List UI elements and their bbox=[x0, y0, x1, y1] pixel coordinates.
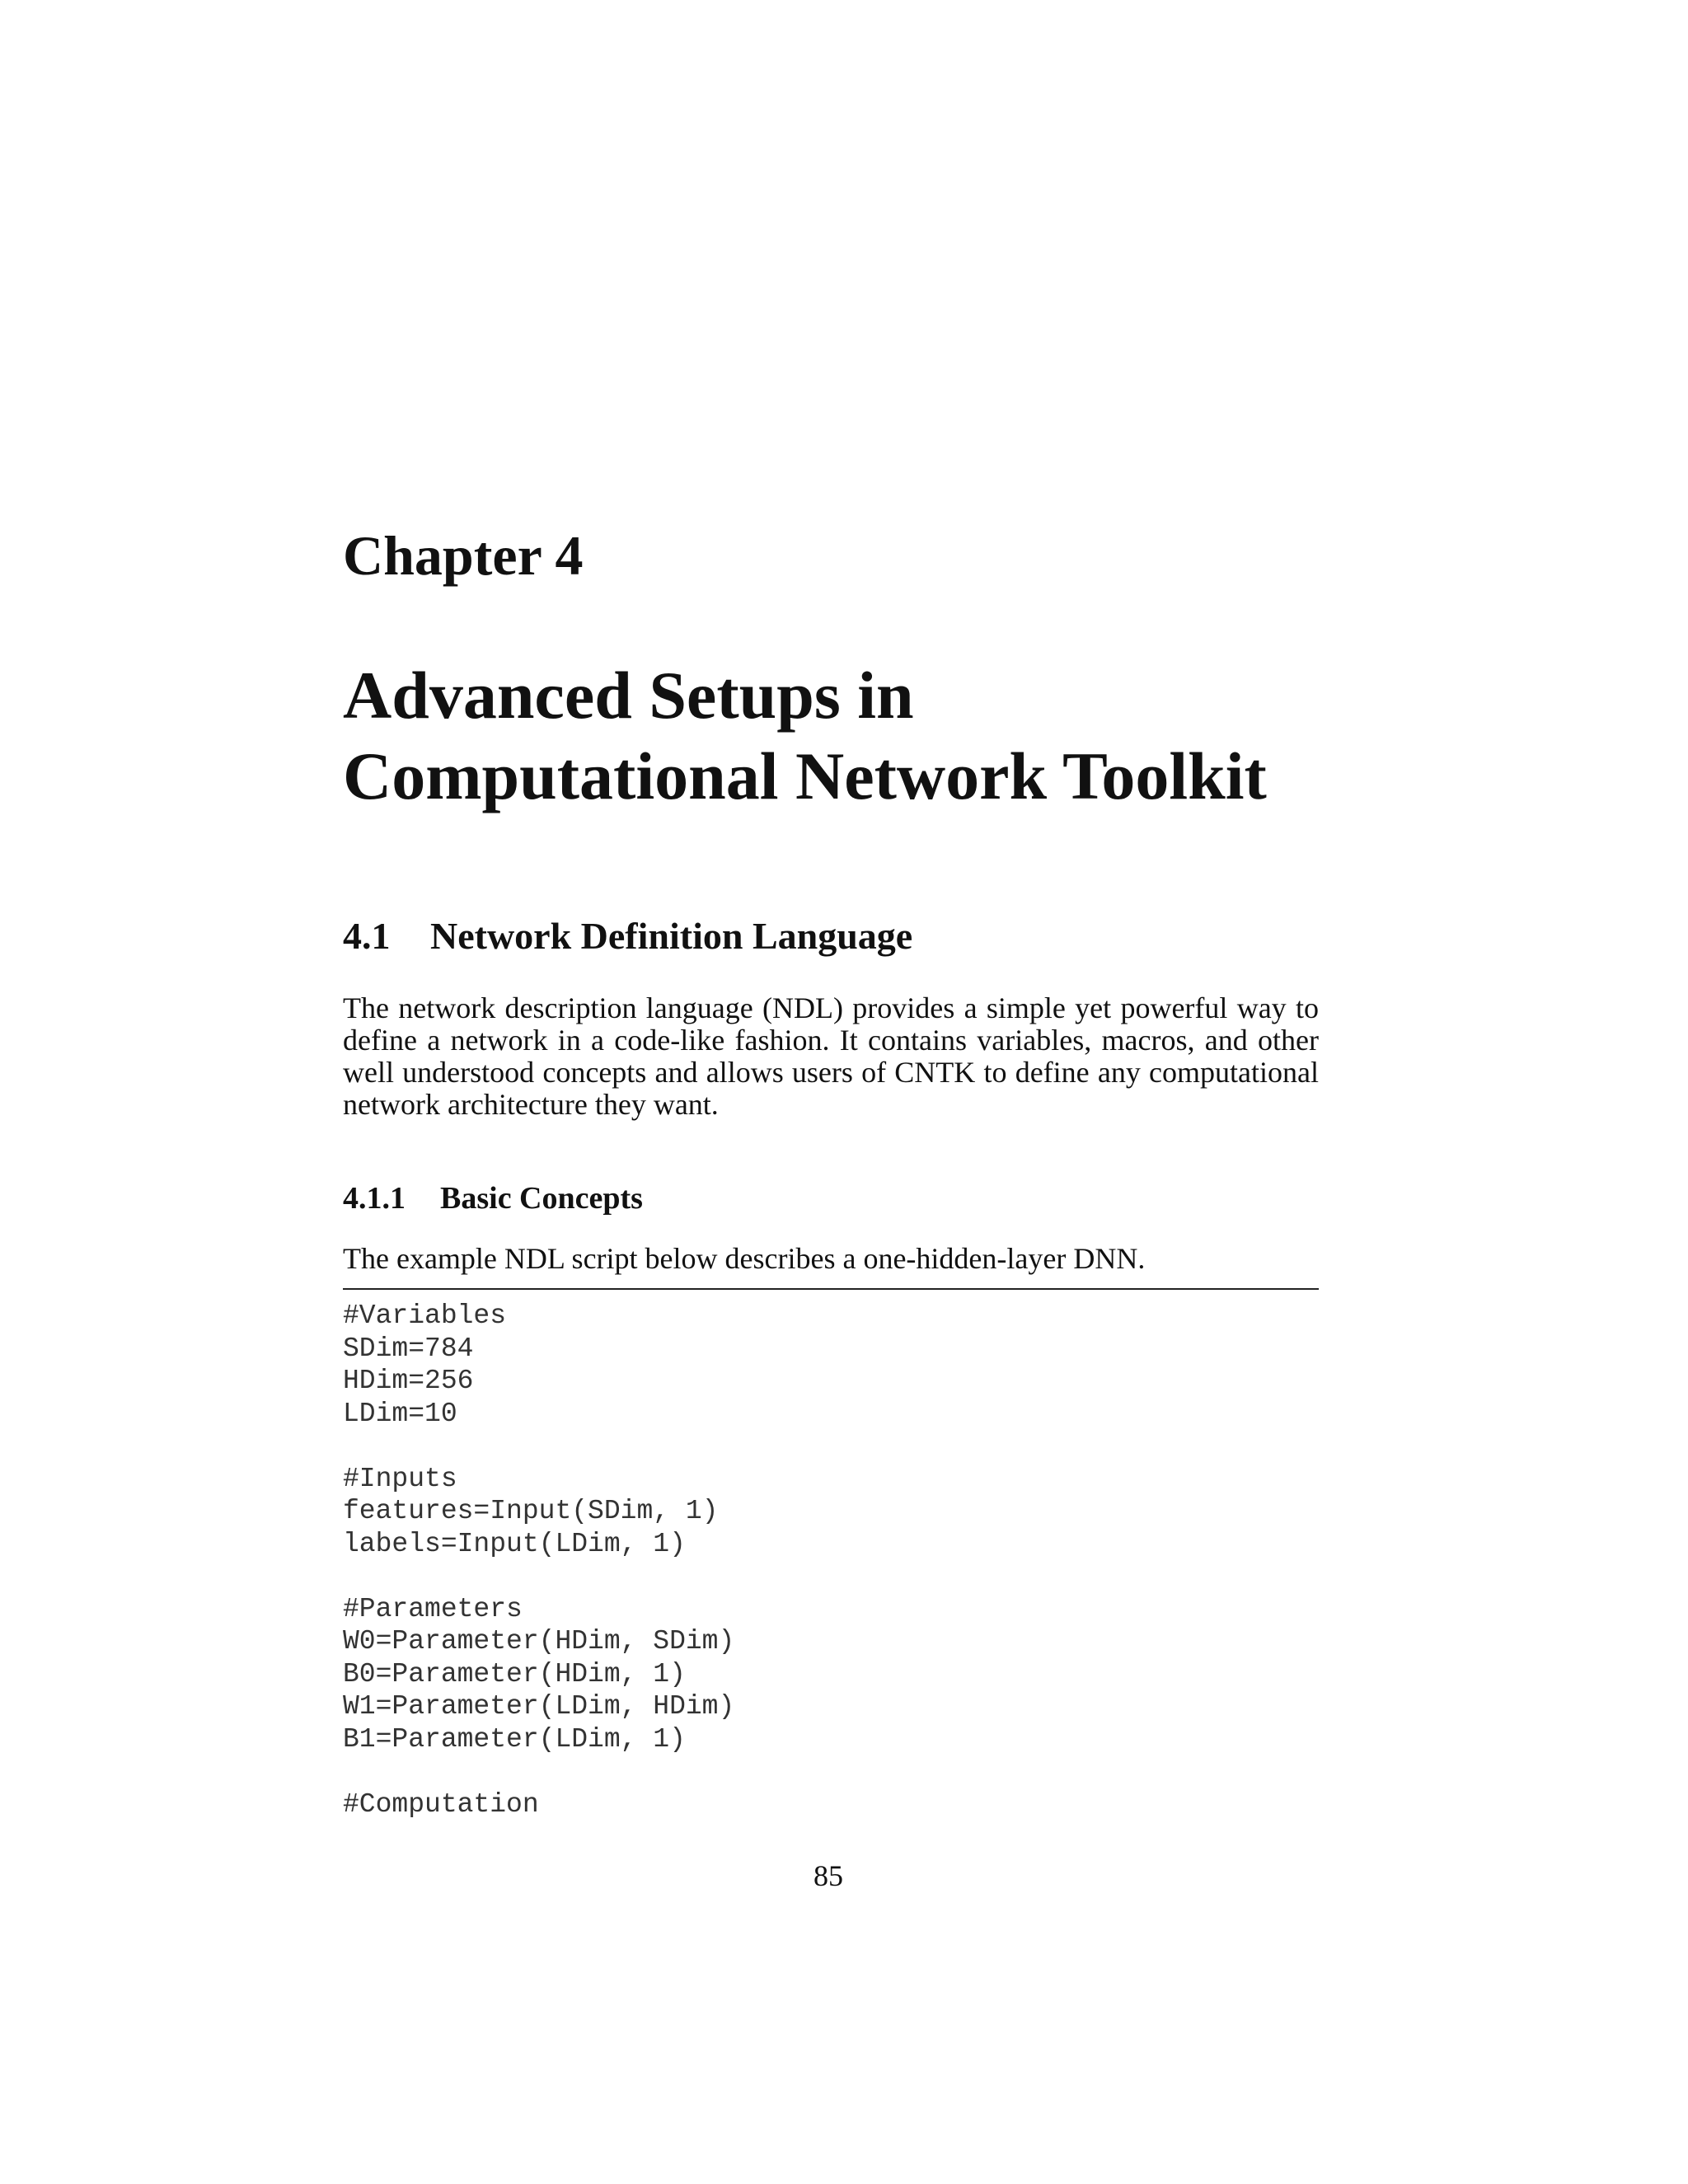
chapter-title-line-1: Advanced Setups in bbox=[343, 658, 914, 733]
ndl-code-listing bbox=[343, 1300, 734, 1821]
code-blank-line bbox=[343, 1755, 734, 1788]
subsection-title: Basic Concepts bbox=[440, 1181, 643, 1216]
section-title: Network Definition Language bbox=[430, 915, 913, 957]
chapter-label: Chapter 4 bbox=[343, 524, 584, 587]
code-line: B1=Parameter(LDim, 1) bbox=[343, 1723, 686, 1755]
section-paragraph: The network description language (NDL) provides a simple yet powerful way to define a network in a code-like fashion. It contains variables, macros, and other well understood concepts and allows users of CNTK to define any computational network architecture they want. bbox=[343, 991, 1319, 1121]
code-line: LDim=10 bbox=[343, 1398, 457, 1429]
code-line: HDim=256 bbox=[343, 1366, 474, 1396]
section-number: 4.1 bbox=[343, 915, 391, 957]
code-line: #Parameters bbox=[343, 1593, 523, 1624]
code-line: SDim=784 bbox=[343, 1333, 474, 1364]
chapter-title-line-2: Computational Network Toolkit bbox=[343, 738, 1267, 813]
code-line: #Inputs bbox=[343, 1463, 457, 1494]
code-blank-line bbox=[343, 1430, 734, 1463]
code-line: labels=Input(LDim, 1) bbox=[343, 1528, 686, 1559]
code-line: W0=Parameter(HDim, SDim) bbox=[343, 1626, 735, 1657]
chapter-title bbox=[343, 655, 1267, 817]
code-top-rule bbox=[343, 1288, 1319, 1290]
code-line: #Variables bbox=[343, 1301, 507, 1331]
code-line: features=Input(SDim, 1) bbox=[343, 1496, 719, 1526]
section-heading bbox=[343, 917, 912, 955]
code-intro-text: The example NDL script below describes a one-hidden-layer DNN. bbox=[343, 1242, 1146, 1275]
code-line: W1=Parameter(LDim, HDim) bbox=[343, 1691, 735, 1722]
subsection-number: 4.1.1 bbox=[343, 1181, 406, 1216]
code-blank-line bbox=[343, 1560, 734, 1593]
code-line: B0=Parameter(HDim, 1) bbox=[343, 1658, 686, 1690]
subsection-heading bbox=[343, 1183, 643, 1214]
page-number: 85 bbox=[814, 1859, 843, 1892]
code-line: #Computation bbox=[343, 1788, 539, 1820]
